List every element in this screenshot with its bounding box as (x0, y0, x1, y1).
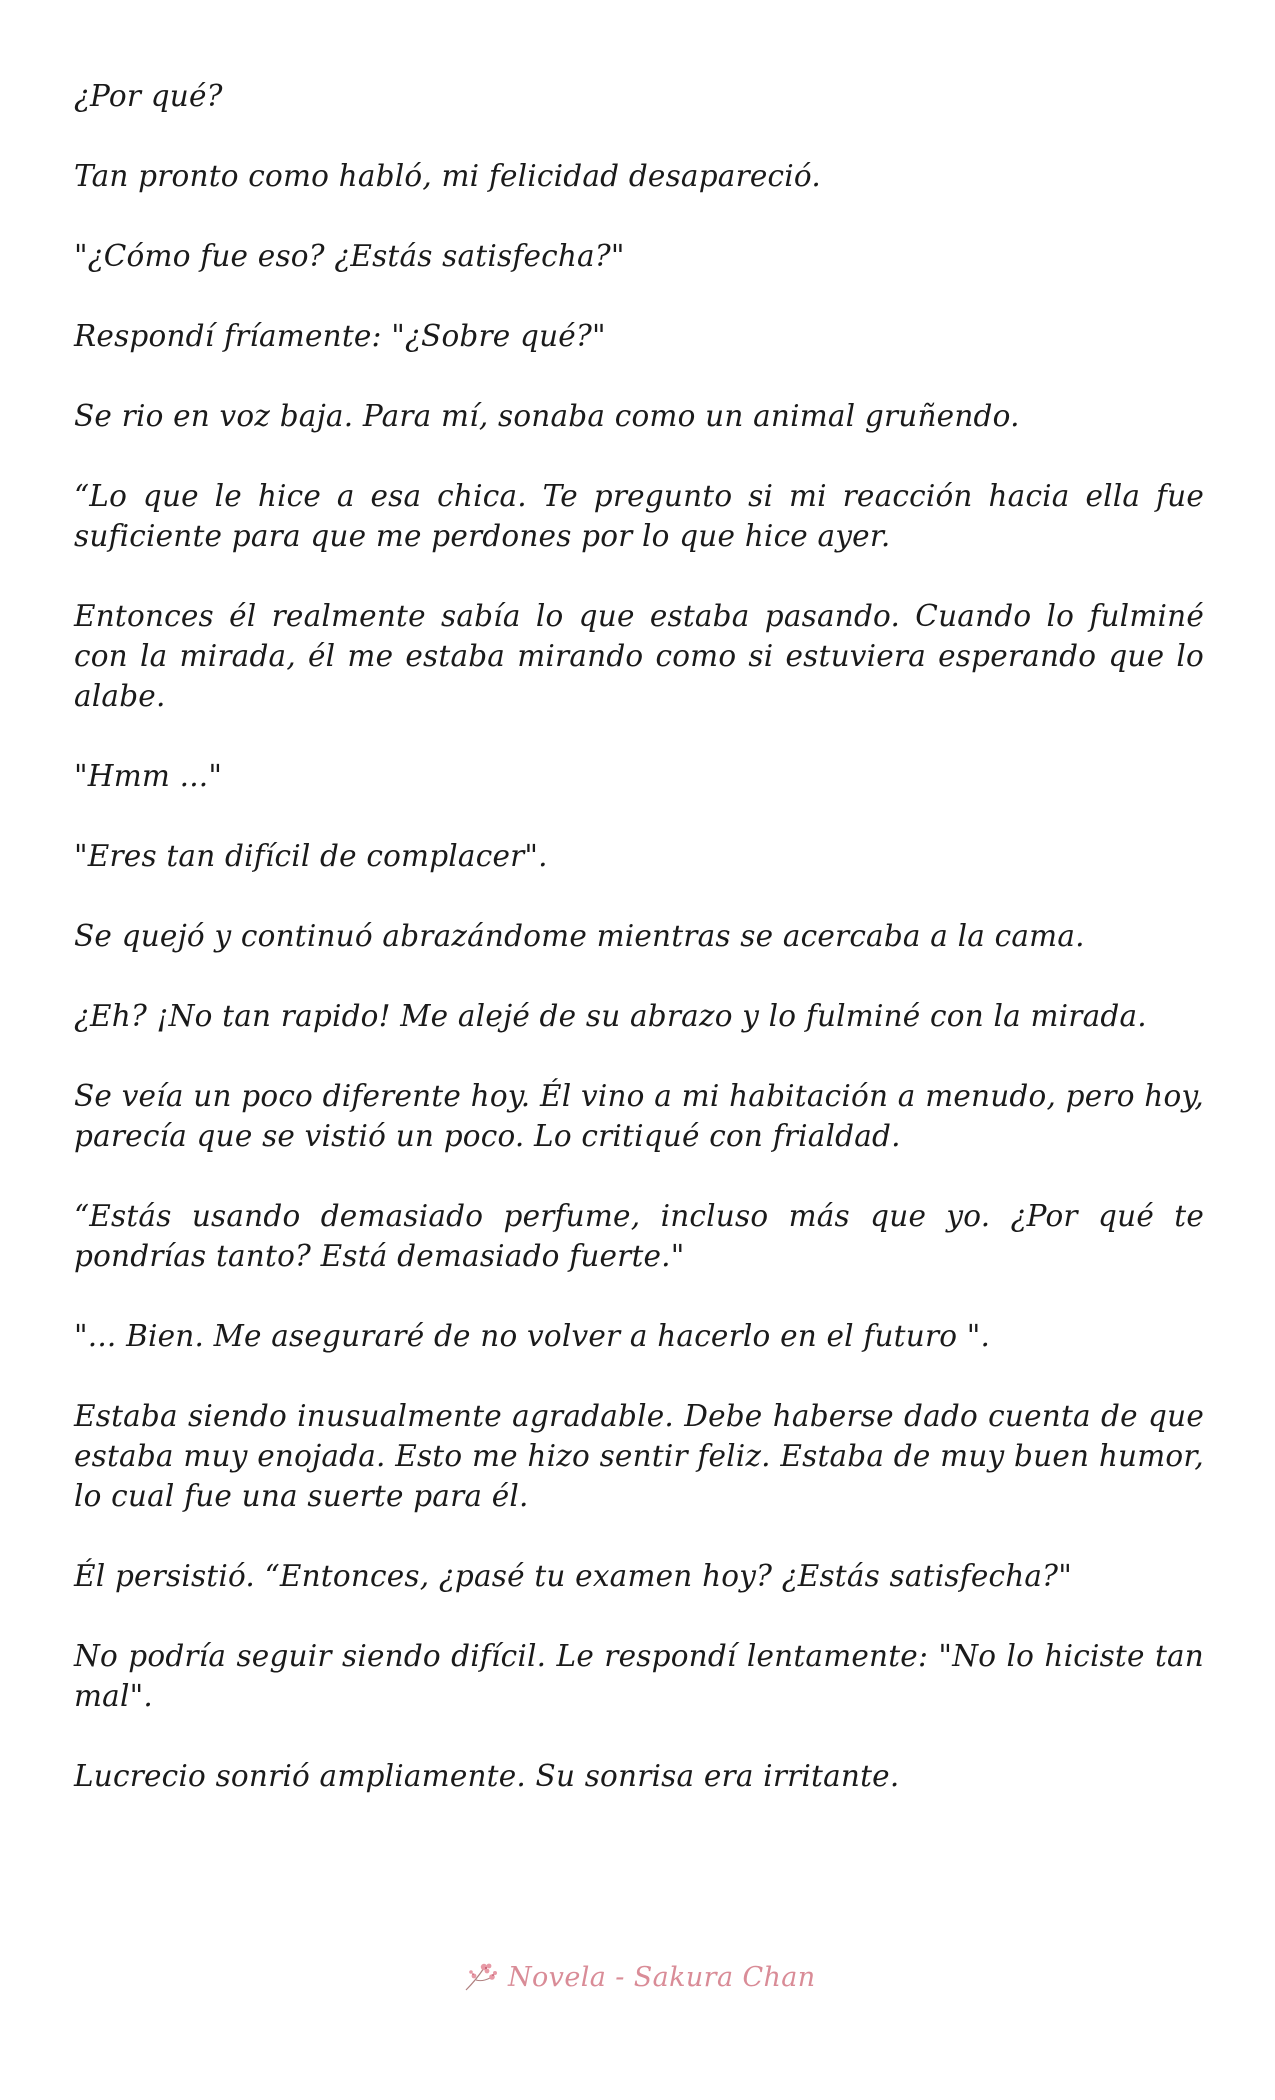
paragraph: “Estás usando demasiado perfume, incluso más que yo. ¿Por qué te pondrías tanto? Está demasiado fuerte." (74, 1199, 1204, 1273)
paragraph: "... Bien. Me aseguraré de no volver a hacerlo en el futuro ". (74, 1319, 991, 1353)
paragraph: Se veía un poco diferente hoy. Él vino a mi habitación a menudo, pero hoy, parecía que se vistió un poco. Lo critiqué con frialdad. (74, 1079, 1204, 1153)
sakura-flower-icon (462, 1960, 500, 1994)
paragraph: “Lo que le hice a esa chica. Te pregunto si mi reacción hacia ella fue suficiente para que me perdones por lo que hice ayer. (74, 479, 1204, 553)
paragraph: Se quejó y continuó abrazándome mientras se acercaba a la cama. (74, 919, 1085, 953)
paragraph: "¿Cómo fue eso? ¿Estás satisfecha?" (74, 239, 625, 273)
paragraph: ¿Eh? ¡No tan rapido! Me alejé de su abrazo y lo fulminé con la mirada. (74, 999, 1147, 1033)
paragraph: ¿Por qué? (74, 79, 223, 113)
paragraph: Tan pronto como habló, mi felicidad desapareció. (74, 159, 821, 193)
paragraph: Respondí fríamente: "¿Sobre qué?" (74, 319, 606, 353)
paragraph: Estaba siendo inusualmente agradable. Debe haberse dado cuenta de que estaba muy enojada. Esto me hizo sentir feliz. Estaba de muy buen humor, lo cual fue una suerte para él. (74, 1399, 1204, 1513)
paragraph: "Eres tan difícil de complacer". (74, 839, 548, 873)
paragraph: Lucrecio sonrió ampliamente. Su sonrisa era irritante. (74, 1759, 900, 1793)
paragraph: Él persistió. “Entonces, ¿pasé tu examen hoy? ¿Estás satisfecha?" (74, 1559, 1072, 1593)
paragraph: "Hmm ..." (74, 759, 223, 793)
paragraph: No podría seguir siendo difícil. Le respondí lentamente: "No lo hiciste tan mal". (74, 1639, 1204, 1713)
footer-text: Novela - Sakura Chan (508, 1961, 816, 1993)
paragraph: Se rio en voz baja. Para mí, sonaba como un animal gruñendo. (74, 399, 1020, 433)
novel-page (74, 76, 1204, 1836)
footer-watermark (462, 1957, 816, 1997)
paragraph: Entonces él realmente sabía lo que estaba pasando. Cuando lo fulminé con la mirada, él me estaba mirando como si estuviera esperando que lo alabe. (74, 599, 1204, 713)
